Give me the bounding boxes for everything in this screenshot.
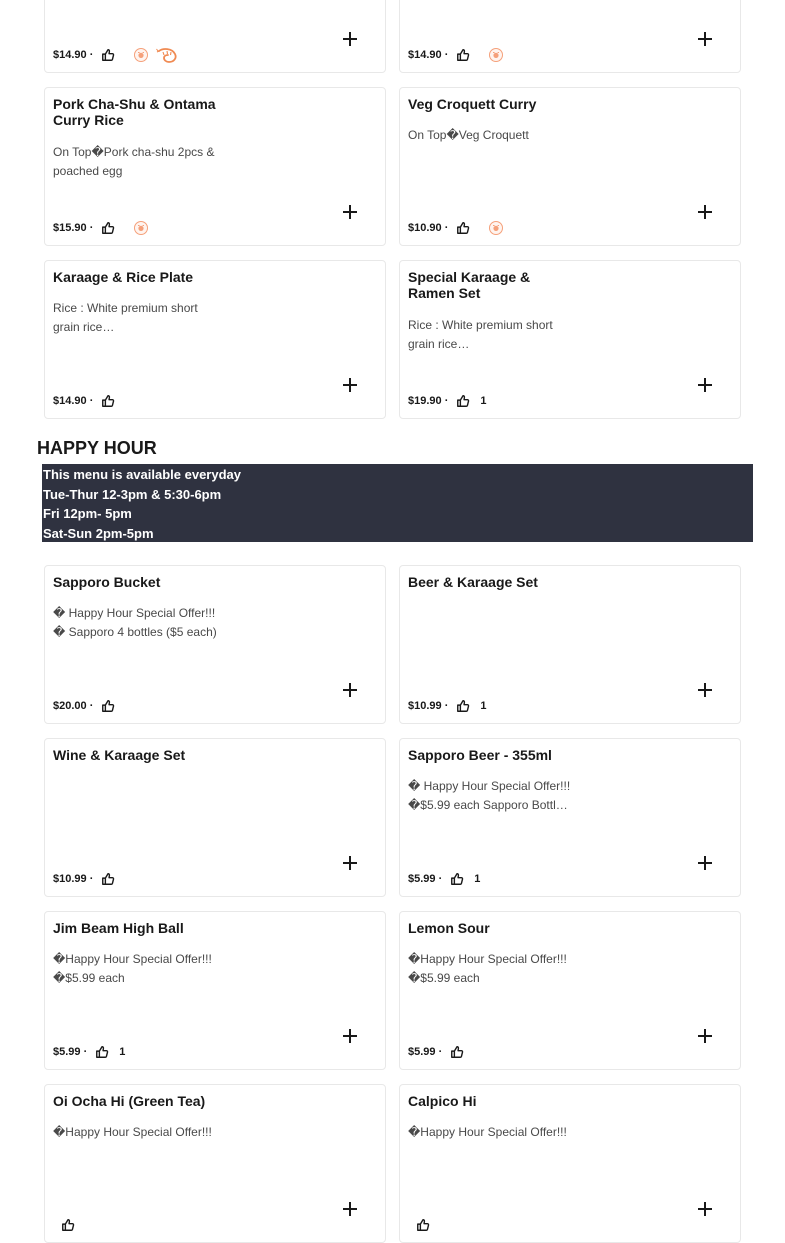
menu-item-card[interactable] — [44, 738, 386, 897]
item-name: Pork Cha-Shu & Ontama Curry Rice — [53, 96, 216, 128]
item-meta — [408, 47, 504, 63]
item-meta — [408, 220, 504, 236]
item-description: Rice : White premium short grain rice… — [53, 301, 198, 334]
item-description: � Happy Hour Special Offer!!! � Sapporo 4 bottles ($5 each) — [53, 606, 217, 639]
item-description: Rice : White premium short grain rice… — [408, 318, 553, 351]
thumbs-up-icon[interactable] — [416, 1218, 430, 1232]
add-to-cart-icon[interactable] — [696, 1027, 714, 1045]
item-price: $19.90 · — [408, 395, 449, 407]
egg-badge-icon — [488, 220, 504, 236]
add-to-cart-icon[interactable] — [696, 1200, 714, 1218]
section-title: HAPPY HOUR — [37, 438, 157, 458]
banner-line: This menu is available everyday — [43, 467, 241, 482]
thumbs-up-icon[interactable] — [450, 872, 464, 886]
thumbs-up-icon[interactable] — [101, 394, 115, 408]
add-to-cart-icon[interactable] — [341, 1027, 359, 1045]
item-name: Beer & Karaage Set — [408, 574, 538, 590]
menu-item-card[interactable] — [399, 911, 741, 1070]
menu-item-card[interactable] — [44, 0, 386, 73]
menu-item-card[interactable] — [44, 260, 386, 419]
thumbs-up-icon[interactable] — [61, 1218, 75, 1232]
banner-line: Fri 12pm- 5pm — [43, 506, 132, 521]
item-description: �Happy Hour Special Offer!!! �$5.99 each — [53, 952, 212, 985]
item-name: Lemon Sour — [408, 920, 490, 936]
item-meta — [53, 220, 149, 236]
menu-item-card[interactable] — [399, 1084, 741, 1243]
egg-badge-icon — [488, 47, 504, 63]
banner-line: Sat-Sun 2pm-5pm — [43, 525, 154, 541]
item-meta — [408, 871, 480, 887]
happy-hour-banner — [42, 464, 753, 542]
item-meta — [408, 393, 487, 409]
add-to-cart-icon[interactable] — [341, 1200, 359, 1218]
add-to-cart-icon[interactable] — [341, 854, 359, 872]
thumbs-up-icon[interactable] — [101, 221, 115, 235]
like-count: 1 — [480, 700, 487, 712]
add-to-cart-icon[interactable] — [696, 681, 714, 699]
item-price: $5.99 · — [53, 1046, 88, 1058]
shrimp-badge-icon — [156, 47, 178, 63]
thumbs-up-icon[interactable] — [456, 221, 470, 235]
item-price: $10.99 · — [53, 873, 94, 885]
add-to-cart-icon[interactable] — [696, 203, 714, 221]
add-to-cart-icon[interactable] — [341, 30, 359, 48]
menu-item-card[interactable] — [399, 738, 741, 897]
item-description: �Happy Hour Special Offer!!! �$5.99 each — [408, 952, 567, 985]
item-meta — [53, 698, 115, 714]
thumbs-up-icon[interactable] — [101, 699, 115, 713]
item-price: $10.99 · — [408, 700, 449, 712]
menu-item-card[interactable] — [399, 565, 741, 724]
like-count: 1 — [119, 1046, 126, 1058]
item-name: Oi Ocha Hi (Green Tea) — [53, 1093, 206, 1109]
item-meta — [53, 47, 178, 63]
egg-badge-icon — [133, 47, 149, 63]
thumbs-up-icon[interactable] — [450, 1045, 464, 1059]
item-meta — [53, 1217, 75, 1233]
add-to-cart-icon[interactable] — [696, 376, 714, 394]
item-name: Sapporo Bucket — [53, 574, 161, 590]
item-name: Special Karaage & Ramen Set — [408, 269, 531, 301]
thumbs-up-icon[interactable] — [456, 699, 470, 713]
menu-item-card[interactable] — [44, 565, 386, 724]
menu-item-card[interactable] — [44, 87, 386, 246]
item-name: Sapporo Beer - 355ml — [408, 747, 552, 763]
banner-line: Tue-Thur 12-3pm & 5:30-6pm — [43, 486, 222, 502]
item-price: $14.90 · — [53, 395, 94, 407]
menu-item-card[interactable] — [44, 911, 386, 1070]
menu-item-card[interactable] — [399, 0, 741, 73]
thumbs-up-icon[interactable] — [95, 1045, 109, 1059]
item-description: On Top�Pork cha-shu 2pcs & poached egg — [53, 145, 215, 178]
add-to-cart-icon[interactable] — [696, 30, 714, 48]
item-price: $14.90 · — [53, 49, 94, 61]
item-name: Veg Croquett Curry — [408, 96, 537, 112]
item-meta — [53, 871, 115, 887]
item-description: �Happy Hour Special Offer!!! — [53, 1125, 212, 1139]
thumbs-up-icon[interactable] — [101, 872, 115, 886]
item-name: Karaage & Rice Plate — [53, 269, 194, 285]
item-description: � Happy Hour Special Offer!!! �$5.99 each Sapporo Bottl… — [408, 779, 571, 812]
add-to-cart-icon[interactable] — [341, 376, 359, 394]
item-price: $10.90 · — [408, 222, 449, 234]
item-meta — [408, 698, 487, 714]
item-price: $5.99 · — [408, 873, 443, 885]
menu-item-card[interactable] — [44, 1084, 386, 1243]
item-meta — [53, 393, 115, 409]
add-to-cart-icon[interactable] — [696, 854, 714, 872]
item-name: Calpico Hi — [408, 1093, 477, 1109]
item-description: �Happy Hour Special Offer!!! — [408, 1125, 567, 1139]
thumbs-up-icon[interactable] — [456, 48, 470, 62]
item-name: Jim Beam High Ball — [53, 920, 184, 936]
menu-item-card[interactable] — [399, 87, 741, 246]
thumbs-up-icon[interactable] — [101, 48, 115, 62]
like-count: 1 — [474, 873, 481, 885]
item-price: $20.00 · — [53, 700, 94, 712]
menu-item-card[interactable] — [399, 260, 741, 419]
item-description: On Top�Veg Croquett — [408, 128, 529, 142]
egg-badge-icon — [133, 220, 149, 236]
item-price: $14.90 · — [408, 49, 449, 61]
item-meta — [408, 1044, 464, 1060]
item-meta — [53, 1044, 125, 1060]
add-to-cart-icon[interactable] — [341, 203, 359, 221]
item-name: Wine & Karaage Set — [53, 747, 186, 763]
item-meta — [408, 1217, 430, 1233]
item-price: $15.90 · — [53, 222, 94, 234]
like-count: 1 — [480, 395, 487, 407]
item-price: $5.99 · — [408, 1046, 443, 1058]
add-to-cart-icon[interactable] — [341, 681, 359, 699]
thumbs-up-icon[interactable] — [456, 394, 470, 408]
